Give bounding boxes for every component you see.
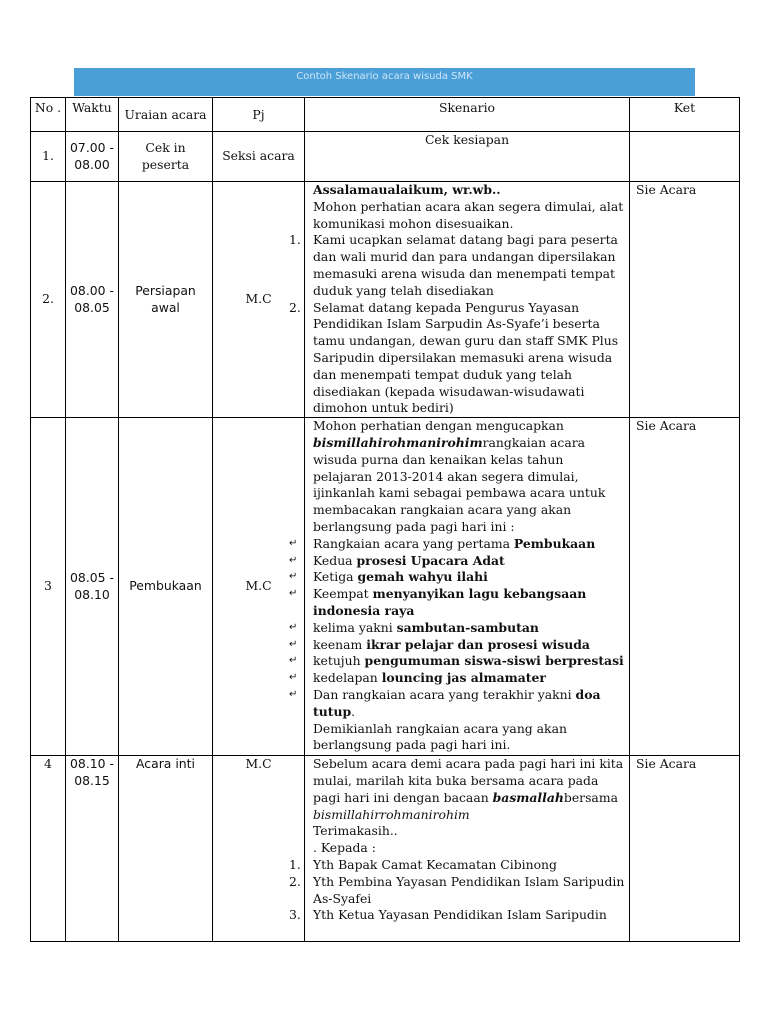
return-arrow-icon: ↵ — [289, 588, 298, 600]
return-arrow-icon: ↵ — [289, 655, 298, 667]
agenda-list — [289, 535, 626, 721]
welcome-list — [289, 232, 626, 417]
announcement-text: Mohon perhatian acara akan segera dimulai, alat komunikasi mohon disesuaikan. — [313, 198, 624, 231]
cell-ket: Sie Acara — [630, 756, 740, 942]
cell-uraian: Acara inti — [119, 756, 213, 942]
table-row — [31, 418, 740, 756]
cell-skenario — [289, 182, 630, 418]
cell-pj: M.C — [213, 418, 305, 756]
return-arrow-icon: ↵ — [289, 537, 298, 549]
cell-pj: Seksi acara — [213, 132, 305, 182]
cell-no: 3 — [31, 418, 66, 756]
cell-ket: Sie Acara — [630, 182, 740, 418]
list-item: ↵ Kedua prosesi Upacara Adat — [289, 552, 505, 568]
header-pj: Pj — [213, 98, 305, 132]
cell-pj: M.C — [213, 182, 305, 418]
table-header-row — [31, 98, 740, 132]
cell-uraian: Persiapan awal — [119, 182, 213, 418]
cell-uraian: Pembukaan — [119, 418, 213, 756]
cell-skenario — [289, 418, 630, 756]
schedule-table — [30, 97, 740, 942]
return-arrow-icon: ↵ — [289, 672, 298, 684]
banner-title: Contoh Skenario acara wisuda SMK — [296, 71, 473, 82]
cell-waktu: 08.05 - 08.10 — [66, 418, 119, 756]
cell-uraian: Cek in peserta — [119, 132, 213, 182]
list-item: ↵ kelima yakni sambutan-sambutan — [289, 619, 539, 635]
cell-pj: M.C — [213, 756, 305, 942]
closing-text: Demikianlah rangkaian acara yang akan berlangsung pada pagi hari ini. — [313, 720, 567, 753]
opening-intro: Mohon perhatian dengan mengucapkan bismillahirohmanirohimrangkaian acara wisuda purna dan kenaikan kelas tahun pelajaran 2013-2014 akan segera dimulai, ijinkanlah kami sebagai pembawa acara untuk membacakan rangkaian acara yang akan berlangsung pada pagi hari ini : — [313, 418, 606, 534]
header-skenario: Skenario — [305, 98, 630, 132]
cell-no: 2. — [31, 182, 66, 418]
cell-ket: Sie Acara — [630, 418, 740, 756]
cell-waktu: 08.00 - 08.05 — [66, 182, 119, 418]
list-item: ↵ Keempat menyanyikan lagu kebangsaan indonesia raya — [289, 586, 587, 618]
cell-ket — [630, 132, 740, 182]
cell-skenario: Cek kesiapan — [305, 132, 630, 182]
list-item: ↵ Dan rangkaian acara yang terakhir yakni doa tutup. — [289, 686, 601, 719]
greeting-text: Assalamaualaikum, wr.wb.. — [313, 182, 501, 197]
list-item: 1. Kami ucapkan selamat datang bagi para peserta dan wali murid dan para undangan dipersilakan memasuki arena wisuda dan menempati tempat duduk yang telah disediakan — [289, 232, 618, 298]
cell-skenario — [289, 756, 630, 942]
list-item: ↵ keenam ikrar pelajar dan prosesi wisuda — [289, 636, 590, 652]
address-list — [289, 856, 626, 924]
header-no: No . — [31, 98, 66, 132]
kepada-text: . Kepada : — [313, 840, 376, 856]
cell-no: 1. — [31, 132, 66, 182]
header-ket: Ket — [630, 98, 740, 132]
table-row — [31, 132, 740, 182]
cell-waktu: 07.00 - 08.00 — [66, 132, 119, 182]
document-title-banner — [74, 68, 695, 96]
return-arrow-icon: ↵ — [289, 688, 298, 700]
cell-waktu: 08.10 - 08.15 — [66, 756, 119, 942]
core-intro: Sebelum acara demi acara pada pagi hari ini kita mulai, marilah kita buka bersama acara pada pagi hari ini dengan bacaan basmallahbersama bismillahirrohmanirohim — [313, 756, 624, 822]
header-waktu: Waktu — [66, 98, 119, 132]
table-row — [31, 756, 740, 942]
return-arrow-icon: ↵ — [289, 638, 298, 650]
cell-no: 4 — [31, 756, 66, 942]
list-item: ↵ Ketiga gemah wahyu ilahi — [289, 569, 488, 585]
return-arrow-icon: ↵ — [289, 554, 298, 566]
list-item: 2. Yth Pembina Yayasan Pendidikan Islam Saripudin As-Syafei — [289, 873, 625, 906]
table-row — [31, 182, 740, 418]
header-uraian: Uraian acara — [119, 98, 213, 132]
list-item: ↵ ketujuh pengumuman siswa-siswi berprestasi — [289, 653, 624, 669]
return-arrow-icon: ↵ — [289, 571, 298, 583]
thanks-text: Terimakasih.. — [313, 823, 398, 839]
return-arrow-icon: ↵ — [289, 621, 298, 633]
list-item: 1. Yth Bapak Camat Kecamatan Cibinong — [289, 856, 557, 872]
list-item: ↵ kedelapan louncing jas almamater — [289, 670, 546, 686]
list-item: 2. Selamat datang kepada Pengurus Yayasan Pendidikan Islam Sarpudin As-Syafe’i beserta tamu undangan, dewan guru dan staff SMK Plus Saripudin dipersilakan memasuki arena wisuda dan menempati tempat duduk yang telah disediakan (kepada wisudawan-wisudawati dimohon untuk bediri) — [289, 299, 619, 416]
list-item: ↵ Rangkaian acara yang pertama Pembukaan — [289, 535, 596, 551]
list-item: 3. Yth Ketua Yayasan Pendidikan Islam Saripudin — [289, 907, 607, 923]
